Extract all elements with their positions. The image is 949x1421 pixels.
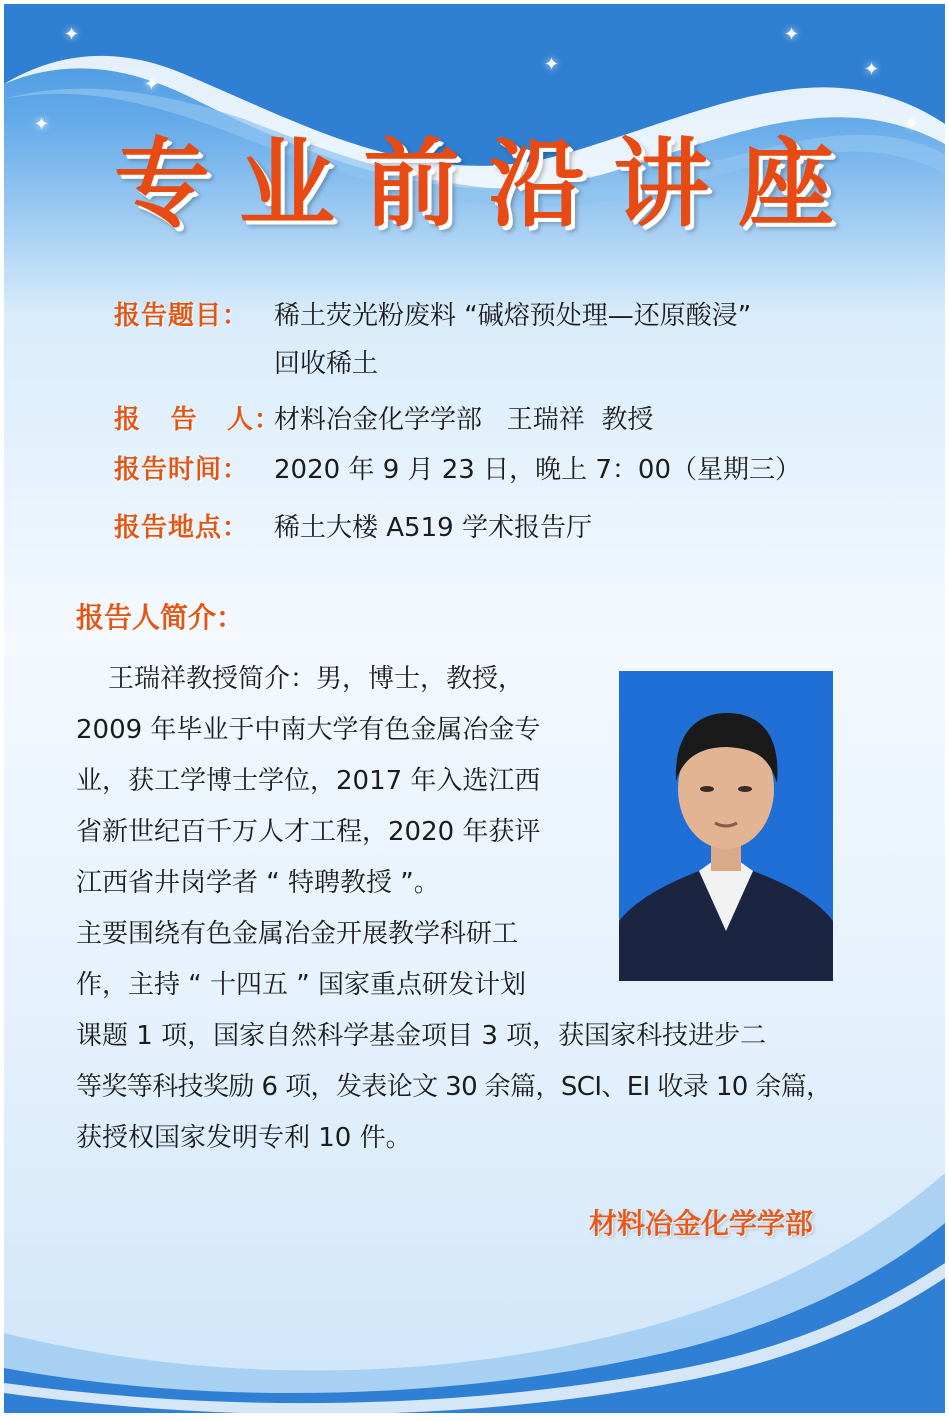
bio-line: 课题 1 项，国家自然科学基金项目 3 项，获国家科技进步二 [76,1021,767,1051]
portrait-image [619,671,833,981]
speaker-label-char: 人 [226,405,254,435]
topic-value [274,292,834,388]
topic-line: 稀土荧光粉废料 “碱熔预处理—还原酸浸” [274,301,752,331]
topic-label: 报告题目： [114,301,250,331]
title-char: 专 [114,128,210,240]
poster-title [114,129,834,239]
venue-value: 稀土大楼 A519 学术报告厅 [274,513,592,543]
speaker-label [114,396,282,444]
sparkle-icon: ✦ [34,114,50,135]
info-venue [114,504,834,552]
time-label: 报告时间： [114,455,250,485]
speaker-label-char: 报 [114,405,142,435]
bio-line: 作，主持 “ 十四五 ” 国家重点研发计划 [76,970,526,1000]
topic-line: 回收稀土 [274,349,379,379]
sparkle-icon: ✦ [64,24,80,45]
bio-line: 王瑞祥教授简介：男，博士，教授， [108,664,525,694]
title-char: 业 [238,128,335,240]
speaker-photo [619,671,833,981]
lecture-poster [4,4,945,1413]
info-speaker [114,396,834,444]
sparkle-icon: ✦ [864,59,880,80]
title-char: 沿 [488,128,585,240]
bio-line: 省新世纪百千万人才工程，2020 年获评 [76,817,541,847]
venue-label: 报告地点： [114,513,250,543]
bio-line: 主要围绕有色金属冶金开展教学科研工 [76,919,519,949]
footer-department: 材料冶金化学学部 [589,1207,814,1240]
title-char: 前 [363,128,460,240]
speaker-label-colon: ： [254,405,282,435]
sparkle-icon: ✦ [544,54,560,75]
bio-line: 江西省井岗学者 “ 特聘教授 ”。 [76,868,440,898]
bottom-wave-decoration [4,1153,945,1413]
intro-heading: 报告人简介： [76,601,245,634]
sparkle-icon: ✦ [784,24,800,45]
speaker-label-char: 告 [170,405,198,435]
speaker-value: 材料冶金化学学部 王瑞祥 教授 [274,405,654,435]
info-topic [114,292,834,388]
info-time [114,446,834,494]
sparkle-icon: ✦ [904,114,920,135]
sparkle-icon: ✦ [144,74,160,95]
title-char: 讲 [613,128,710,240]
time-value: 2020 年 9 月 23 日，晚上 7：00（星期三） [274,455,802,485]
bio-line: 等奖等科技奖励 6 项，发表论文 30 余篇，SCI、EI 收录 10 余篇， [76,1072,832,1102]
title-char: 座 [737,128,834,240]
bio-line: 获授权国家发明专利 10 件。 [76,1123,412,1153]
bio-line: 业，获工学博士学位，2017 年入选江西 [76,766,541,796]
bio-line: 2009 年毕业于中南大学有色金属冶金专 [76,715,541,745]
